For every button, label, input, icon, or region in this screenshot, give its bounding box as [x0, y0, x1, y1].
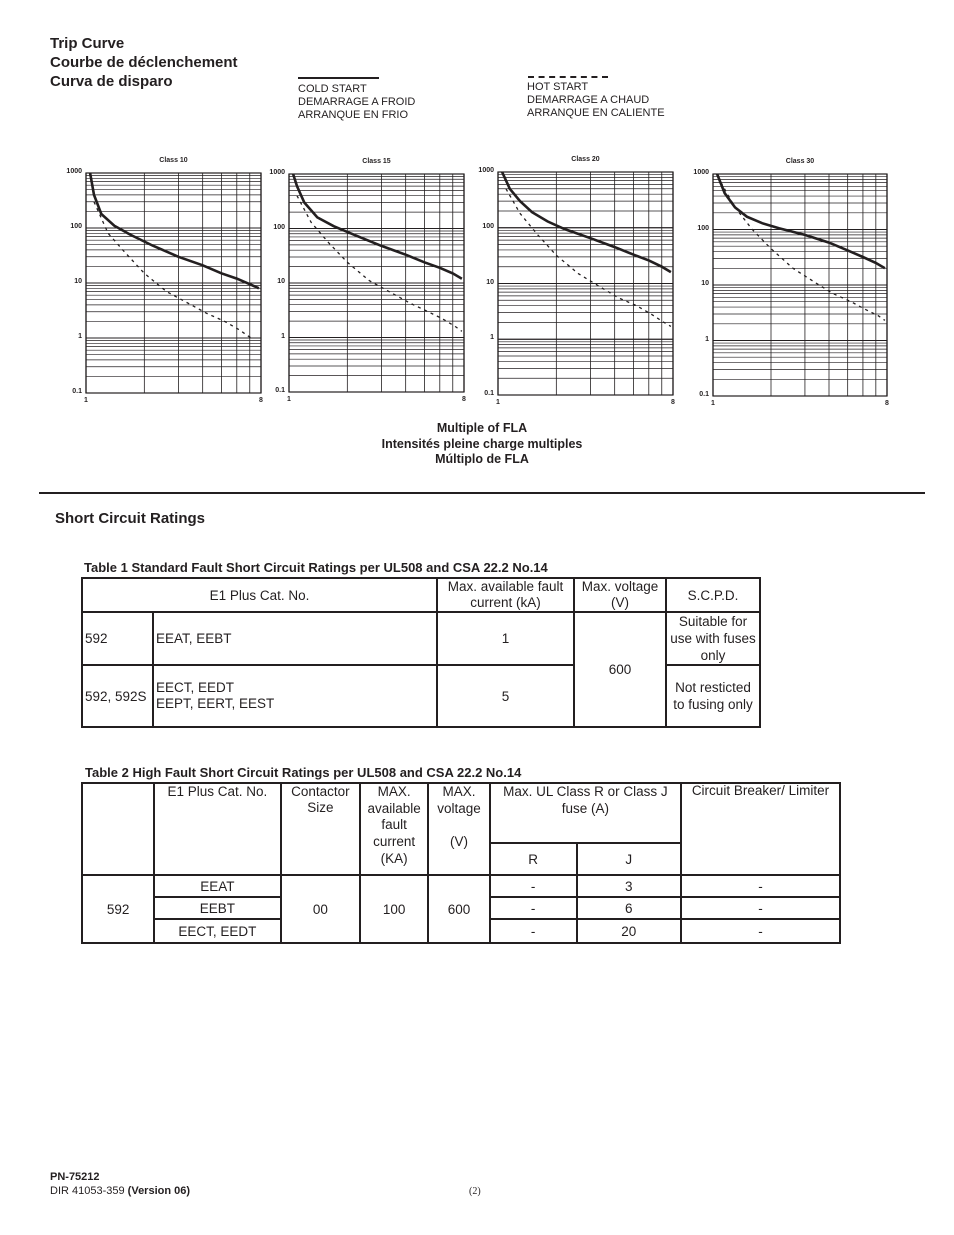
table2-r: -	[490, 919, 577, 943]
table1-header-scpd: S.C.P.D.	[666, 578, 760, 612]
table2-fault: 100	[360, 875, 428, 943]
table1-voltage: 600	[574, 612, 666, 727]
table2-header-contactor: Contactor Size	[281, 783, 361, 875]
part-number: PN-75212	[50, 1171, 100, 1183]
table1-scpd: Not resticted to fusing only	[666, 665, 760, 727]
y-tick-label: 0.1	[72, 388, 82, 395]
table2-header-empty	[82, 783, 154, 875]
table2-caption: Table 2 High Fault Short Circuit Ratings per UL508 and CSA 22.2 No.14	[85, 765, 522, 780]
y-tick-label: 10	[277, 278, 285, 285]
table1-header-voltage: Max. voltage (V)	[574, 578, 666, 612]
table2-model: EECT, EEDT	[154, 919, 280, 943]
trip-curve-chart	[289, 174, 464, 392]
trip-curve-chart	[498, 172, 673, 395]
hot-start-curve	[297, 196, 462, 332]
y-tick-label: 1000	[478, 167, 494, 174]
y-tick-label: 1	[281, 332, 285, 340]
table2-contactor: 00	[281, 875, 361, 943]
section-title: Short Circuit Ratings	[55, 510, 206, 527]
x-tick-label: 8	[885, 400, 889, 407]
hot-start-fr: DEMARRAGE A CHAUD	[527, 94, 650, 106]
x-tick-label: 1	[711, 400, 715, 407]
chart-title: Class 30	[785, 158, 815, 165]
table1-model-line: EECT, EEDT	[156, 680, 235, 695]
table2-header-cat: E1 Plus Cat. No.	[154, 783, 280, 875]
x-tick-label: 1	[496, 399, 500, 406]
table1-header-row	[82, 578, 760, 612]
chart-title: Class 15	[362, 158, 391, 165]
trip-curve-chart	[713, 174, 887, 396]
y-tick-label: 100	[482, 222, 494, 230]
table2-header-voltage	[428, 783, 490, 875]
table2-header-row	[82, 783, 840, 843]
y-tick-label: 10	[486, 278, 494, 286]
x-tick-label: 1	[287, 396, 291, 403]
table2-j: 6	[577, 897, 681, 919]
table2-model: EEBT	[154, 897, 280, 919]
table2-header-fault-label: MAX. available fault current	[367, 784, 421, 849]
document-number	[50, 1185, 190, 1197]
trip-curve-chart	[86, 173, 261, 393]
cold-start-en: COLD START	[298, 83, 367, 95]
section-divider	[39, 492, 925, 494]
x-axis-label-es: Múltiplo de FLA	[435, 452, 529, 466]
hot-start-legend	[527, 81, 665, 120]
table2-model: EEAT	[154, 875, 280, 897]
y-tick-label: 1	[705, 335, 709, 343]
y-tick-label: 1000	[693, 169, 709, 176]
chart-title: Class 20	[571, 156, 600, 163]
hot-start-en: HOT START	[527, 81, 589, 93]
cold-start-legend	[298, 83, 415, 122]
y-tick-label: 10	[701, 280, 709, 287]
title-es: Curva de disparo	[50, 73, 173, 90]
table2-j: 20	[577, 919, 681, 943]
table2-header-fault-unit: (KA)	[380, 851, 408, 866]
x-tick-label: 8	[671, 399, 675, 406]
table2-header-voltage-label: MAX. voltage	[437, 784, 481, 816]
table1-header-fault: Max. available fault current (kA)	[437, 578, 574, 612]
y-tick-label: 1000	[66, 168, 82, 175]
table2-breaker: -	[681, 919, 840, 943]
table2-header-voltage-unit: (V)	[449, 834, 468, 849]
cold-start-legend-line	[298, 77, 379, 79]
y-tick-label: 1	[490, 334, 494, 342]
table2-header-j: J	[577, 843, 681, 875]
chart-title: Class 10	[159, 157, 188, 164]
y-tick-label: 1	[78, 333, 82, 340]
table2-breaker: -	[681, 897, 840, 919]
table1-model-line: EEPT, EERT, EEST	[156, 696, 275, 711]
table1-models	[153, 665, 437, 727]
y-tick-label: 0.1	[275, 387, 285, 394]
table1-fault: 5	[437, 665, 574, 727]
y-tick-label: 100	[70, 223, 82, 230]
x-axis-label-fr: Intensités pleine charge multiples	[381, 436, 583, 451]
hot-start-es: ARRANQUE EN CALIENTE	[527, 107, 665, 119]
table-row	[82, 612, 760, 665]
table1-models: EEAT, EEBT	[153, 612, 437, 665]
table1-cat: 592	[82, 612, 153, 665]
table1-cat: 592, 592S	[82, 665, 153, 727]
table1	[81, 577, 761, 728]
y-tick-label: 0.1	[699, 391, 709, 398]
cold-start-es: ARRANQUE EN FRIO	[298, 109, 409, 121]
table2-header-breaker: Circuit Breaker/ Limiter	[681, 783, 840, 875]
table-row	[82, 875, 840, 897]
table2-voltage: 600	[428, 875, 490, 943]
y-tick-label: 100	[273, 223, 285, 231]
table2-header-r: R	[490, 843, 577, 875]
cold-start-curve	[717, 174, 885, 268]
y-tick-label: 100	[697, 224, 709, 232]
hot-start-curve	[94, 202, 251, 338]
page-number: (2)	[469, 1186, 481, 1197]
y-tick-label: 0.1	[484, 390, 494, 397]
table2-breaker: -	[681, 875, 840, 897]
table1-caption: Table 1 Standard Fault Short Circuit Ratings per UL508 and CSA 22.2 No.14	[84, 560, 548, 575]
x-tick-label: 1	[84, 397, 88, 404]
table2-j: 3	[577, 875, 681, 897]
table1-fault: 1	[437, 612, 574, 665]
y-tick-label: 1000	[269, 169, 285, 176]
title-en: Trip Curve	[50, 35, 125, 52]
table2-r: -	[490, 875, 577, 897]
cold-start-curve	[293, 174, 462, 279]
table2-group: 592	[82, 875, 154, 943]
cold-start-fr: DEMARRAGE A FROID	[298, 96, 416, 108]
table1-header-cat: E1 Plus Cat. No.	[82, 578, 437, 612]
table2-header-fault	[360, 783, 428, 875]
x-tick-label: 8	[259, 397, 263, 404]
table2	[81, 782, 841, 944]
y-tick-label: 10	[74, 278, 82, 285]
version: (Version 06)	[127, 1185, 191, 1197]
x-axis-label-en: Multiple of FLA	[436, 421, 528, 435]
hot-start-legend-line	[528, 76, 608, 78]
trip-curve-title	[50, 34, 238, 91]
table1-scpd: Suitable for use with fuses only	[666, 612, 760, 665]
x-axis-label	[300, 421, 664, 468]
x-tick-label: 8	[462, 396, 466, 403]
table2-header-fuse: Max. UL Class R or Class J fuse (A)	[490, 783, 681, 843]
table2-r: -	[490, 897, 577, 919]
title-fr: Courbe de déclenchement	[50, 54, 238, 71]
dir-number: DIR 41053-359	[50, 1185, 125, 1197]
